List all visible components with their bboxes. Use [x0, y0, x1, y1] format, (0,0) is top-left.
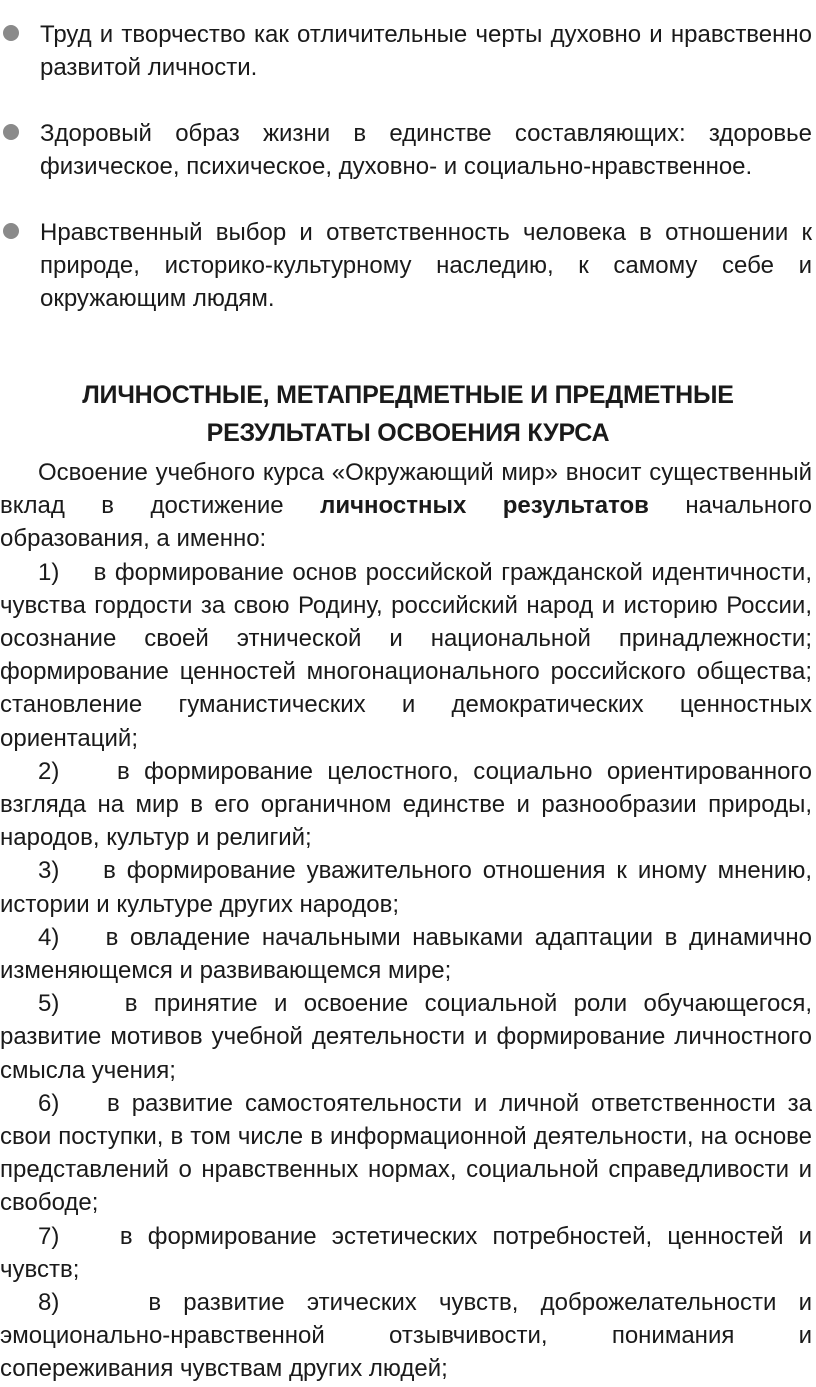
bullet-item [0, 117, 816, 183]
intro-bold-term: личностных результатов [320, 492, 649, 520]
list-item-text: в развитие этических чувств, доброжелательности и эмоционально-нравственной отзывчивости, понимания и сопереживания чувствам других людей; [0, 1289, 813, 1383]
bullet-text: Труд и творчество как отличительные черты духовно и нравственно развитой личности. [40, 21, 812, 81]
bullet-item [0, 216, 816, 315]
list-item [0, 987, 812, 1087]
list-item-text: в формирование целостного, социально ориентированного взгляда на мир в его органичном единстве и разнообразии природы, народов, культур и религий; [0, 757, 812, 852]
list-item-text: в развитие самостоятельности и личной ответственности за свои поступки, в том числе в информационной деятельности, на основе представлений о нравственных нормах, социальной справедливости и свободе; [0, 1089, 813, 1217]
bullet-text: Нравственный выбор и ответственность человека в отношении к природе, историко-культурному наследию, к самому себе и окружающим людям. [40, 219, 812, 312]
section-heading [0, 376, 816, 452]
bullet-dot-icon [3, 25, 19, 41]
list-item-number: 6) [38, 1089, 60, 1117]
list-item-number: 4) [38, 923, 60, 951]
list-item-text: в формирование эстетических потребностей, ценностей и чувств; [0, 1222, 813, 1283]
section-body [0, 456, 812, 1386]
list-item [0, 556, 812, 755]
list-item [0, 755, 812, 855]
list-item-number: 3) [38, 857, 60, 885]
list-item-number: 8) [38, 1289, 60, 1317]
bullet-item [0, 18, 816, 84]
list-item [0, 1087, 812, 1220]
bullet-dot-icon [3, 223, 19, 239]
bullet-list [0, 18, 816, 348]
list-item [0, 1220, 812, 1286]
section-heading-line1: ЛИЧНОСТНЫЕ, МЕТАПРЕДМЕТНЫЕ И ПРЕДМЕТНЫЕ [82, 381, 734, 409]
list-item-number: 2) [38, 757, 60, 785]
list-item-text: в формирование уважительного отношения к иному мнению, истории и культуре других народов; [0, 857, 813, 918]
intro-text: Освоение учебного курса «Окружающий мир» вносит существенный вклад в достижение [0, 459, 812, 520]
list-item-number: 7) [38, 1222, 60, 1250]
intro-text-end: начального образования, а именно: [0, 492, 812, 553]
section-heading-line2: РЕЗУЛЬТАТЫ ОСВОЕНИЯ КУРСА [206, 419, 610, 447]
list-item [0, 921, 812, 987]
list-item-number: 1) [38, 558, 60, 586]
list-item-text: в формирование основ российской гражданской идентичности, чувства гордости за свою Родину, российский народ и историю России, осознание своей этнической и национальной принадлежности; формирование ценностей многонационального российского общества; становление гуманистических и демократических ценностных ориентаций; [0, 558, 813, 752]
list-item [0, 854, 812, 920]
bullet-dot-icon [3, 124, 19, 140]
list-item [0, 1286, 812, 1386]
list-item-number: 5) [38, 990, 60, 1018]
list-item-text: в овладение начальными навыками адаптации в динамично изменяющемся и развивающемся мире; [0, 923, 812, 985]
bullet-text: Здоровый образ жизни в единстве составляющих: здоровье физическое, психическое, духовно- и социально-нравственное. [40, 120, 812, 180]
intro-paragraph [0, 456, 812, 556]
list-item-text: в принятие и освоение социальной роли обучающегося, развитие мотивов учебной деятельности и формирование личностного смысла учения; [0, 990, 813, 1084]
